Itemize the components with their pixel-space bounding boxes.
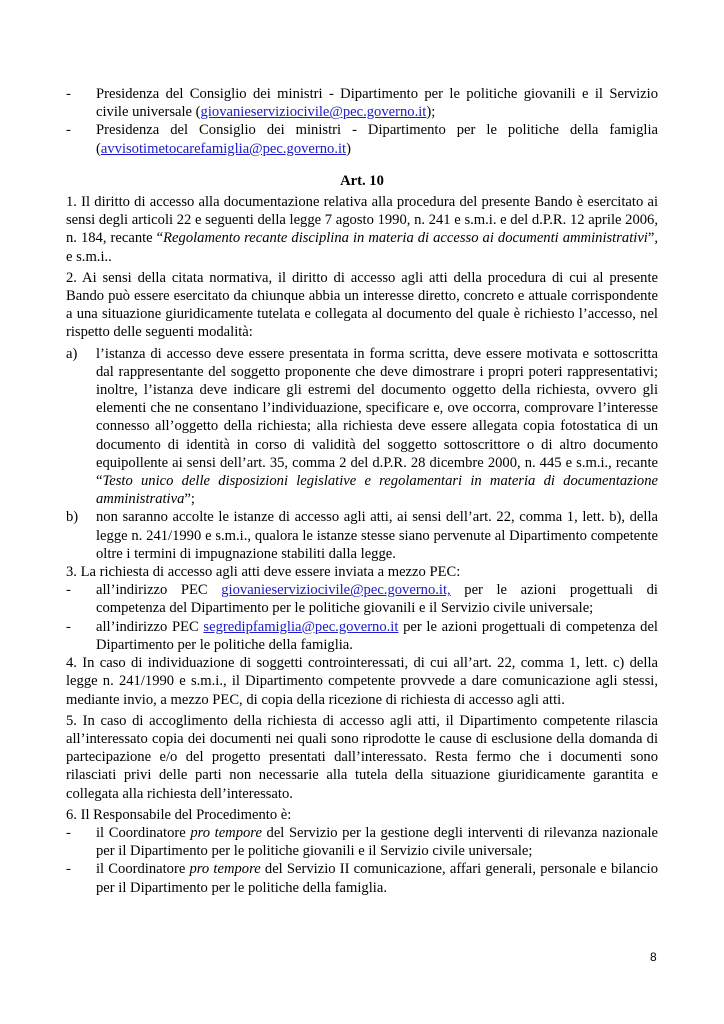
list-marker: a)	[66, 345, 78, 362]
list-item	[66, 581, 658, 617]
email-link[interactable]: giovanieserviziocivile@pec.governo.it,	[221, 582, 451, 599]
list-marker: -	[66, 861, 71, 878]
list-marker: -	[66, 618, 71, 635]
list-item	[66, 85, 658, 121]
list-marker: -	[66, 824, 71, 841]
list-item-text: l’istanza di accesso deve essere presentata in forma scritta, deve essere motivata e sottoscritta dal rappresentante del soggetto proponente che deve dimostrare i propri poteri rappresentativi; inoltre, l’istanza deve indicare gli estremi del documento oggetto della richiesta, ovvero gli elementi che ne consentano l’individuazione, specificare e, ove occorra, comprovare l’interesse connesso all’oggetto della richiesta; alla richiesta deve essere allegata copia fotostatica di un documento di identità in corso di validità del soggetto sottoscrittore o di altro documento equipollente ai sensi dell’art. 35, comma 2 del d.P.R. 28 dicembre 2000, n. 445 e s.m.i., recante “Testo unico delle disposizioni legislative e regolamentari in materia di documentazione amministrativa”;	[96, 345, 658, 508]
list-item	[66, 121, 658, 157]
paragraph-2: 2. Ai sensi della citata normativa, il diritto di accesso agli atti della procedura di cui al presente Bando può essere esercitato da chiunque abbia un interesse diretto, concreto e attuale corrispondente a una situazione giuridicamente tutelata e collegata al documento del quale è richiesto l’accesso, nel rispetto delle seguenti modalità:	[66, 269, 658, 341]
email-link[interactable]: giovanieserviziocivile@pec.governo.it	[200, 104, 427, 121]
list-item	[66, 345, 658, 509]
list-marker: -	[66, 122, 71, 139]
list-marker: -	[66, 582, 71, 599]
list-item-text: all’indirizzo PEC giovanieserviziocivile@pec.governo.it, per le azioni progettuali di competenza del Dipartimento per le politiche giovanili e il Servizio civile universale;	[96, 582, 658, 617]
list-item	[66, 618, 658, 654]
article-heading: Art. 10	[340, 172, 384, 189]
list-item-text: il Coordinatore pro tempore del Servizio II comunicazione, affari generali, personale e bilancio per il Dipartimento per le politiche della famiglia.	[96, 861, 658, 896]
page-number: 8	[650, 950, 657, 964]
document-page	[66, 85, 658, 897]
email-link[interactable]: segredipfamiglia@pec.governo.it	[203, 618, 399, 635]
paragraph-5: 5. In caso di accoglimento della richiesta di accesso agli atti, il Dipartimento competente rilascia all’interessato copia dei documenti nei quali sono riprodotte le cause di esclusione della domanda di partecipazione e/o del progetto presentati dall’interessato. Resta fermo che i documenti sono rilasciati privi delle parti non necessarie alla tutela della situazione giuridicamente garantita e collegata alla richiesta dell’interessato.	[66, 712, 658, 802]
paragraph-6: 6. Il Responsabile del Procedimento è:	[66, 806, 292, 823]
list-item-text: Presidenza del Consiglio dei ministri - Dipartimento per le politiche della famiglia (avvisotimetocarefamiglia@pec.governo.it)	[96, 122, 658, 157]
email-link[interactable]: avvisotimetocarefamiglia@pec.governo.it	[100, 140, 347, 157]
list-item	[66, 824, 658, 860]
list-item	[66, 860, 658, 896]
list-marker: b)	[66, 509, 79, 526]
list-item	[66, 508, 658, 563]
list-marker: -	[66, 86, 71, 102]
list-item-text: non saranno accolte le istanze di accesso agli atti, ai sensi dell’art. 22, comma 1, lett. b), della legge n. 241/1990 e s.m.i., qualora le istanze stesse siano pervenute al Dipartimento competente oltre i termini di impugnazione stabiliti dalla legge.	[96, 509, 658, 562]
paragraph-1: 1. Il diritto di accesso alla documentazione relativa alla procedura del presente Bando è esercitato ai sensi degli articoli 22 e seguenti della legge 7 agosto 1990, n. 241 e s.m.i. e del d.P.R. 12 aprile 2006, n. 184, recante “Regolamento recante disciplina in materia di accesso ai documenti amministrativi”, e s.m.i..	[66, 194, 658, 265]
list-item-text: all’indirizzo PEC segredipfamiglia@pec.governo.it per le azioni progettuali di competenza del Dipartimento per le politiche della famiglia.	[96, 618, 658, 653]
paragraph-3: 3. La richiesta di accesso agli atti deve essere inviata a mezzo PEC:	[66, 564, 461, 581]
list-item-text: il Coordinatore pro tempore del Servizio per la gestione degli interventi di rilevanza nazionale per il Dipartimento per le politiche giovanili e il Servizio civile universale;	[96, 824, 658, 860]
paragraph-4: 4. In caso di individuazione di soggetti controinteressati, di cui all’art. 22, comma 1, lett. c) della legge n. 241/1990 e s.m.i., il Dipartimento competente provvede a dare comunicazione agli stessi, mediante invio, a mezzo PEC, di copia della ricezione di richiesta di accesso agli atti.	[66, 655, 658, 708]
list-item-text: Presidenza del Consiglio dei ministri - Dipartimento per le politiche giovanili e il Servizio civile universale (giovanieserviziocivile@pec.governo.it);	[96, 86, 658, 121]
